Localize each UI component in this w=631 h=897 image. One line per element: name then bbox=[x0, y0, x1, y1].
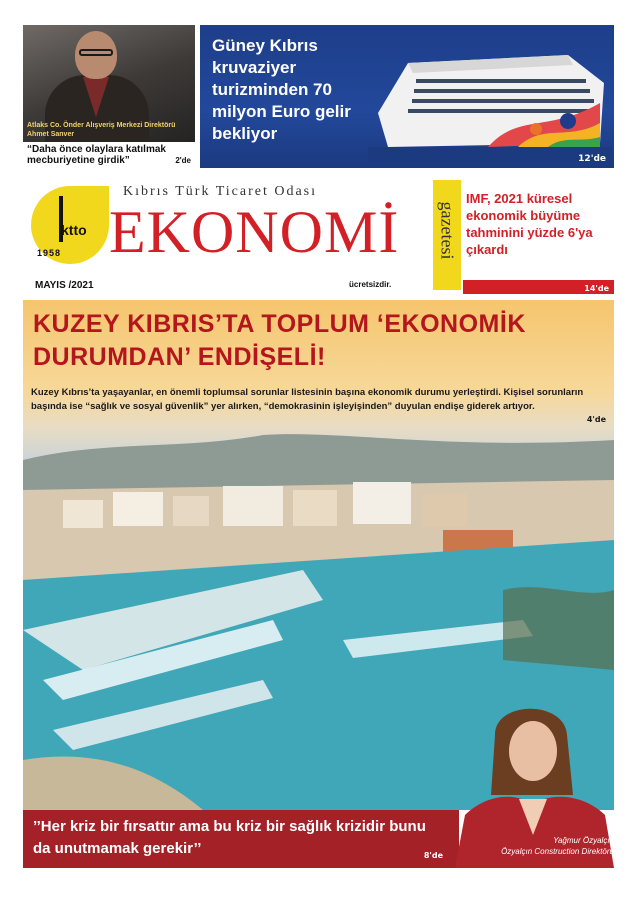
main-page-ref: 4'de bbox=[586, 415, 606, 424]
gazetesi-band bbox=[433, 180, 461, 290]
ktto-logo bbox=[31, 186, 109, 264]
cruise-headline: Güney Kıbrıs kruvaziyer turizminden 70 milyon Euro gelir bekliyor bbox=[212, 36, 351, 143]
imf-page-ref: 14'de bbox=[584, 284, 609, 293]
top-right-story[interactable] bbox=[200, 25, 614, 168]
masthead bbox=[23, 176, 457, 296]
top-left-quote bbox=[23, 142, 195, 168]
quote-page-ref: 8'de bbox=[423, 851, 443, 860]
newspaper-subtitle: gazetesi bbox=[437, 201, 458, 260]
cruise-page-ref: 12'de bbox=[578, 154, 606, 164]
portrait-caption: Atlaks Co. Önder Alışveriş Merkezi Direktörü Ahmet Sanver bbox=[27, 122, 176, 138]
imf-story[interactable] bbox=[463, 176, 614, 294]
person-title: Özyalçın Construction Direktörü bbox=[501, 847, 614, 856]
person-name: Yağmur Özyalçın bbox=[553, 836, 614, 845]
imf-headline: IMF, 2021 küresel ekonomik büyüme tahminini yüzde 6'ya çıkardı bbox=[466, 191, 593, 257]
top-left-quote-text: “Daha önce olaylara katılmak mecburiyetine girdik” bbox=[27, 144, 166, 166]
main-headline: KUZEY KIBRIS’TA TOPLUM ‘EKONOMİK DURUMDAN’ ENDİŞELİ! bbox=[33, 310, 526, 371]
issue-date: MAYIS /2021 bbox=[35, 280, 94, 291]
logo-text: ktto bbox=[61, 222, 87, 238]
organization-name: Kıbrıs Türk Ticaret Odası bbox=[123, 184, 318, 199]
main-summary: Kuzey Kıbrıs’ta yaşayanlar, en önemli toplumsal sorunlar listesinin başına ekonomik durumu yerleştirdi. Kişisel sorunların başında ise “sağlık ve sosyal güvenlik” yer alırken, “demokrasinin işleyişinden” duyulan endişe giderek artıyor. bbox=[31, 387, 584, 412]
quote-text: ’’Her kriz bir fırsattır ama bu kriz bir sağlık krizidir bunu da unutmamak gerekir’’ bbox=[33, 818, 426, 857]
price-label: ücretsizdir. bbox=[349, 280, 392, 289]
imf-ref-bar bbox=[463, 280, 614, 294]
bottom-quote[interactable] bbox=[23, 810, 459, 868]
logo-year: 1958 bbox=[37, 248, 62, 258]
top-left-story[interactable] bbox=[23, 25, 195, 168]
top-left-page-ref: 2'de bbox=[175, 156, 191, 165]
cruise-ship-image bbox=[368, 43, 612, 163]
portrait-glasses bbox=[79, 49, 113, 56]
newspaper-title: EKONOMİ bbox=[109, 199, 400, 265]
